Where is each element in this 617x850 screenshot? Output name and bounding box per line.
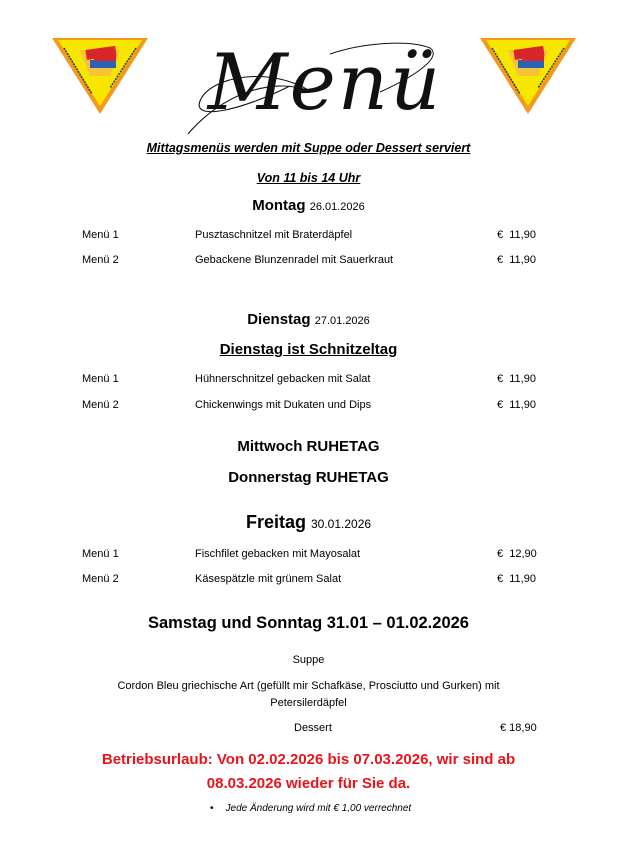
- subtitle: Mittagsmenüs werden mit Suppe oder Dessert serviert: [146, 141, 471, 155]
- day-name: Montag: [252, 197, 306, 214]
- menu-dish: Fischfilet gebacken mit Mayosalat: [195, 548, 361, 560]
- menu-row: [0, 229, 617, 245]
- day-date: 30.01.2026: [310, 517, 372, 531]
- weekend-heading: Samstag und Sonntag 31.01 – 01.02.2026: [148, 614, 469, 632]
- logo-left: [50, 36, 150, 116]
- menu-label: Menü 2: [82, 254, 119, 266]
- weekend-main-line1: Cordon Bleu griechische Art (gefüllt mir Schafkäse, Prosciutto und Gurken) mit: [117, 680, 500, 692]
- menu-label: Menü 1: [82, 229, 119, 241]
- day-name: Freitag: [245, 512, 306, 532]
- day-heading-friday: [0, 512, 617, 533]
- menu-price: € 12,90: [497, 548, 537, 560]
- footnote-text: Jede Änderung wird mit € 1,00 verrechnet: [225, 803, 412, 814]
- menu-row: [0, 399, 617, 415]
- hours: Von 11 bis 14 Uhr: [256, 171, 361, 185]
- closed-wednesday: Mittwoch RUHETAG: [237, 438, 380, 455]
- bullet-icon: •: [210, 803, 214, 814]
- menu-dish: Hühnerschnitzel gebacken mit Salat: [195, 373, 371, 385]
- menu-row: [0, 254, 617, 270]
- footnote: [210, 803, 411, 814]
- weekend-main-line2: Petersilerdäpfel: [270, 697, 347, 709]
- holiday-notice-line2: 08.03.2026 wieder für Sie da.: [206, 775, 411, 792]
- holiday-notice-line1: Betriebsurlaub: Von 02.02.2026 bis 07.03.2026, wir sind ab: [101, 751, 516, 768]
- tuesday-special: Dienstag ist Schnitzeltag: [219, 341, 398, 358]
- menu-row: [0, 373, 617, 389]
- weekend-starter: Suppe: [292, 654, 325, 666]
- menu-price: € 11,90: [497, 254, 536, 266]
- page-title-text: Menü: [207, 38, 443, 128]
- menu-label: Menü 1: [82, 373, 119, 385]
- page-title: [180, 34, 470, 138]
- day-date: 26.01.2026: [309, 201, 365, 213]
- weekend-price: € 18,90: [500, 722, 537, 734]
- logo-right: [478, 36, 578, 116]
- menu-label: Menü 2: [82, 573, 119, 585]
- closed-thursday: Donnerstag RUHETAG: [228, 469, 389, 486]
- menu-price: € 11,90: [497, 373, 536, 385]
- menu-row: [0, 573, 617, 589]
- menu-label: Menü 2: [82, 399, 119, 411]
- menu-dish: Käsespätzle mit grünem Salat: [195, 573, 342, 585]
- menu-label: Menü 1: [82, 548, 119, 560]
- menu-dish: Pusztaschnitzel mit Braterdäpfel: [195, 229, 353, 241]
- menu-price: € 11,90: [497, 573, 536, 585]
- menu-dish: Gebackene Blunzenradel mit Sauerkraut: [195, 254, 394, 266]
- menu-row: [0, 548, 617, 564]
- day-heading-monday: [0, 197, 617, 214]
- menu-price: € 11,90: [497, 399, 536, 411]
- day-date: 27.01.2026: [314, 315, 370, 327]
- weekend-dessert: Dessert: [294, 722, 332, 734]
- menu-dish: Chickenwings mit Dukaten und Dips: [195, 399, 372, 411]
- menu-price: € 11,90: [497, 229, 536, 241]
- day-name: Dienstag: [247, 311, 311, 328]
- day-heading-tuesday: [0, 311, 617, 328]
